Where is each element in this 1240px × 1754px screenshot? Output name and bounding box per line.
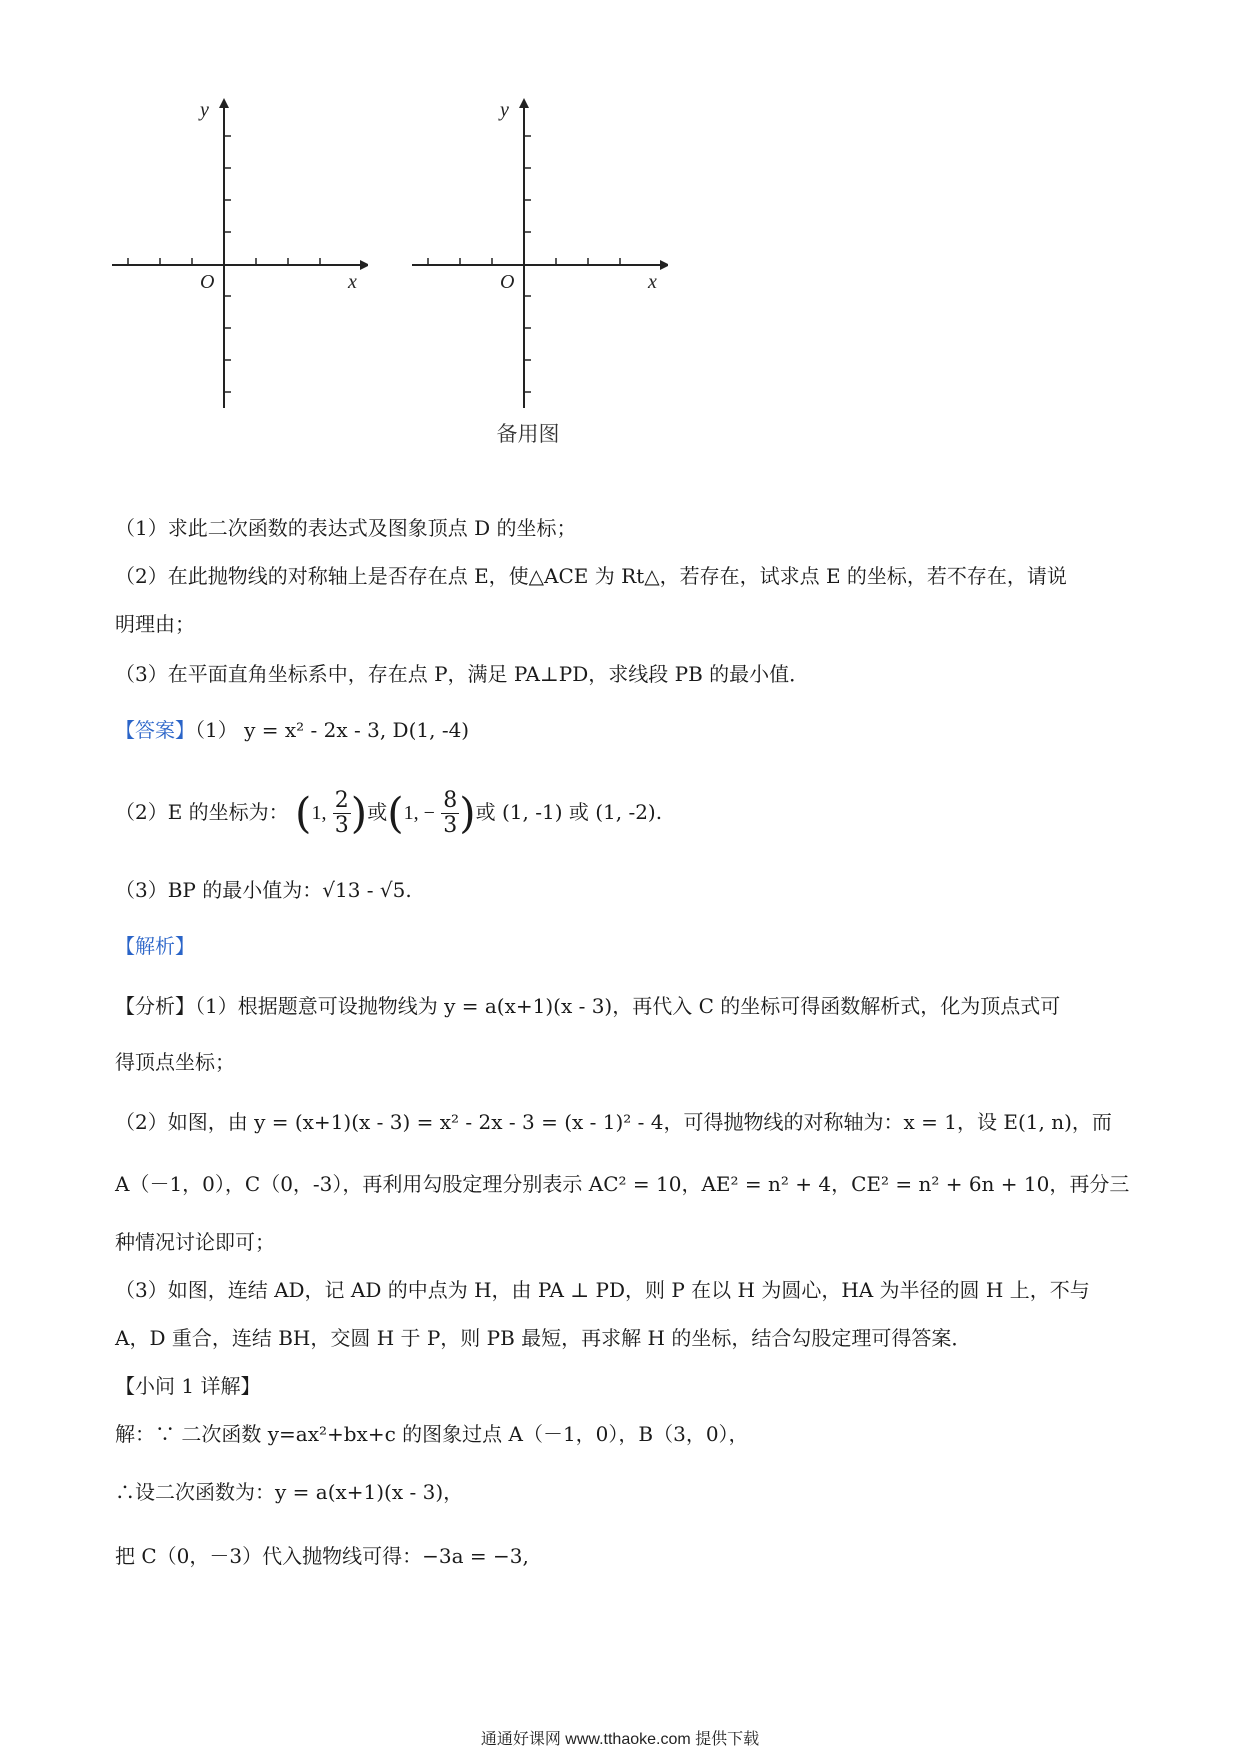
analysis-line-2: 得顶点坐标； [115, 1050, 235, 1074]
analysis-line-5: 种情况讨论即可； [115, 1230, 275, 1254]
answer-1-text: （1） y = x² - 2x - 3, D(1, -4) [195, 718, 470, 742]
analysis-line-4: A（－1，0），C（0，-3），再利用勾股定理分别表示 AC² = 10，AE² = n² + 4，CE² = n² + 6n + 10，再分三 [115, 1172, 1130, 1196]
origin-label: O [200, 271, 215, 293]
fraction-denominator: 3 [443, 813, 458, 838]
axis-y-label: y [200, 99, 209, 121]
analysis-line-7: A，D 重合，连结 BH，交圆 H 于 P，则 PB 最短，再求解 H 的坐标，结合勾股定理可得答案． [115, 1326, 972, 1350]
answer-3: （3）BP 的最小值为：√13 - √5. [115, 878, 412, 902]
jiexi-tag: 【解析】 [115, 934, 195, 958]
answer-2: （2）E 的坐标为： (1, $\frac{2}{3}$ )或(1, − $\frac{8}{3}$ )或 (1, -1) 或 (1, -2). [115, 788, 663, 838]
coordinate-figure-right [408, 98, 668, 422]
answer-tag: 【答案】 [115, 718, 195, 742]
fraction-eight-thirds [441, 789, 459, 838]
analysis-line-3: （2）如图，由 y = (x+1)(x - 3) = x² - 2x - 3 = (x - 1)² - 4，可得抛物线的对称轴为：x = 1，设 E(1, n)，而 [115, 1110, 1112, 1134]
axis-x-label: x [348, 271, 357, 293]
subquestion-1-heading: 【小问 1 详解】 [115, 1374, 261, 1398]
fraction-two-thirds [333, 789, 351, 838]
question-2-line-1: （2）在此抛物线的对称轴上是否存在点 E，使△ACE 为 Rt△，若存在，试求点 E 的坐标，若不存在，请说 [115, 564, 1067, 588]
fraction-numerator: 2 [334, 788, 349, 813]
question-1: （1）求此二次函数的表达式及图象顶点 D 的坐标； [115, 516, 577, 540]
solution-line-3: 把 C（0，－3）代入抛物线可得：−3a = −3, [115, 1544, 529, 1568]
answer-1 [115, 716, 469, 744]
question-2-line-2: 明理由； [115, 612, 195, 636]
axis-y-label: y [500, 99, 509, 121]
figure-caption: 备用图 [496, 422, 560, 446]
solution-line-2: ∴设二次函数为：y = a(x+1)(x - 3)， [115, 1480, 464, 1504]
answer-2-prefix: （2）E 的坐标为： [115, 800, 289, 824]
page-footer: 通通好课网 www.tthaoke.com 提供下载 [480, 1731, 760, 1748]
axis-x-label: x [648, 271, 657, 293]
analysis-line-1: 【分析】（1）根据题意可设抛物线为 y = a(x+1)(x - 3)，再代入 C 的坐标可得函数解析式，化为顶点式可 [115, 994, 1061, 1018]
origin-label: O [500, 271, 515, 293]
coordinate-figure-left [108, 98, 368, 422]
fraction-numerator: 8 [443, 788, 458, 813]
answer-2-rest: 或 (1, -1) 或 (1, -2). [475, 800, 663, 824]
analysis-line-6: （3）如图，连结 AD，记 AD 的中点为 H，由 PA ⊥ PD，则 P 在以 H 为圆心，HA 为半径的圆 H 上，不与 [115, 1278, 1090, 1302]
solution-line-1: 解：∵ 二次函数 y=ax²+bx+c 的图象过点 A（－1，0），B（3，0）， [115, 1422, 749, 1446]
question-3: （3）在平面直角坐标系中，存在点 P，满足 PA⊥PD，求线段 PB 的最小值． [115, 662, 810, 686]
fraction-denominator: 3 [334, 813, 349, 838]
